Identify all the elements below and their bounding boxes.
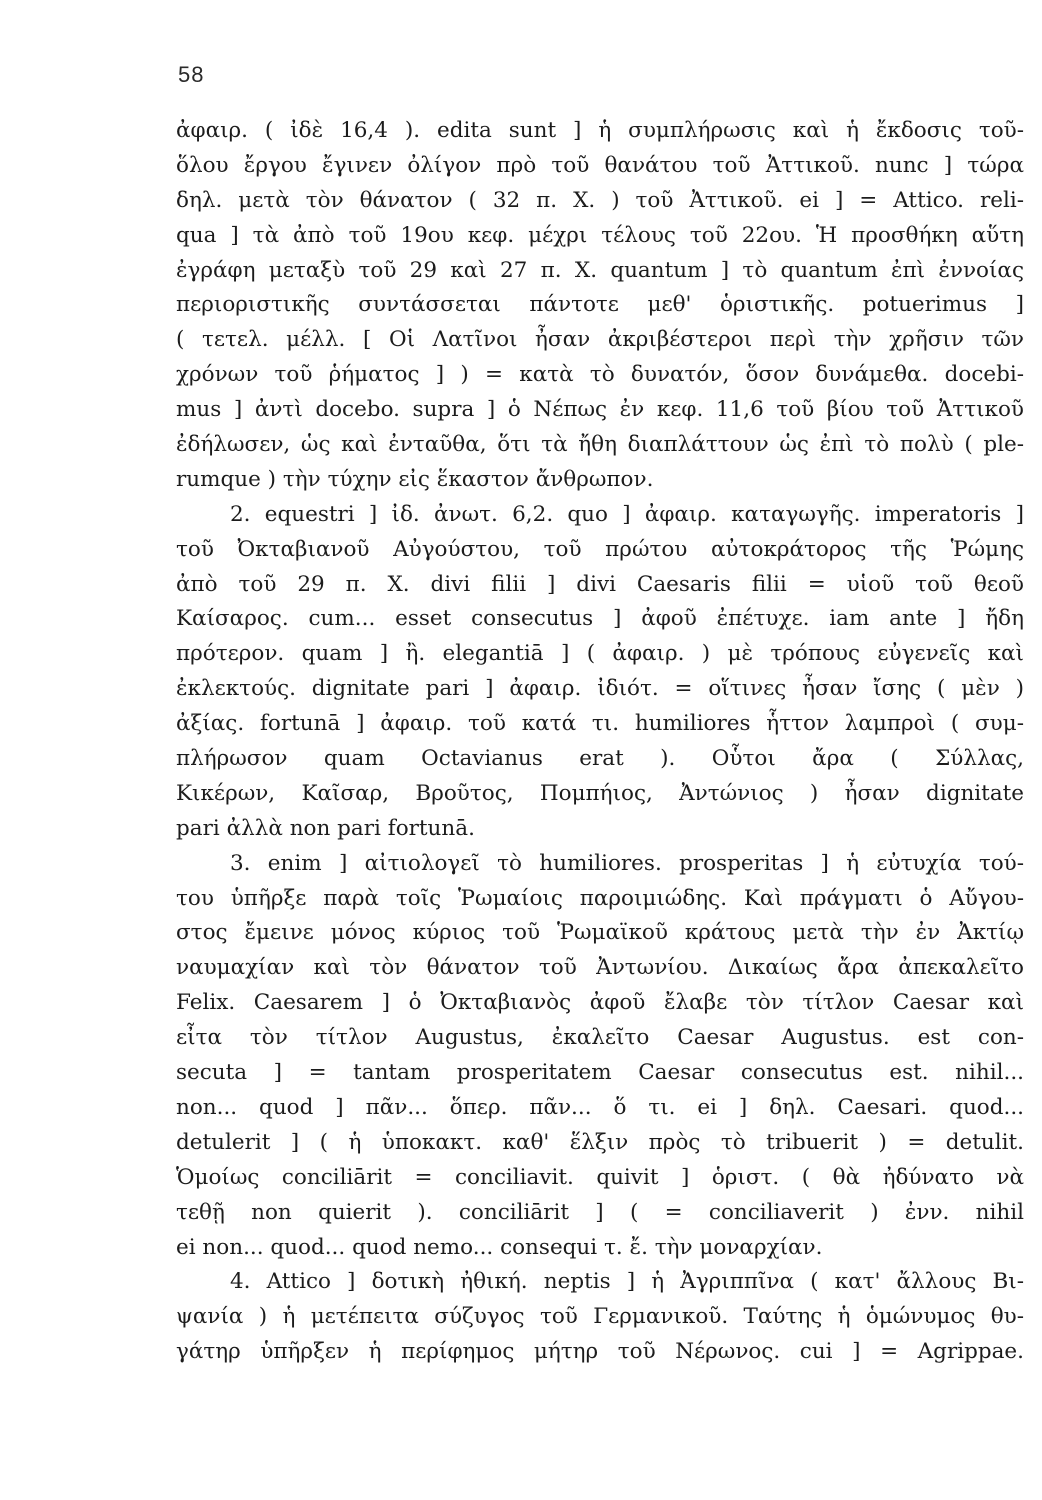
text-line: detulerit ] ( ἡ ὑποκακτ. καθ' ἕλξιν πρὸς τὸ tribuerit ) = detulit. xyxy=(176,1129,1024,1155)
text-line: ἐκλεκτούς. dignitate pari ] ἀφαιρ. ἰδιότ. = οἵτινες ἦσαν ἴσης ( μὲν ) xyxy=(176,676,1024,702)
commentary-text xyxy=(176,114,1024,1370)
text-line: περιοριστικῆς συντάσσεται πάντοτε μεθ' ὁριστικῆς. potuerimus ] xyxy=(176,292,1024,318)
text-line: στος ἔμεινε μόνος κύριος τοῦ Ῥωμαϊκοῦ κράτους μετὰ τὴν ἐν Ἀκτίῳ xyxy=(176,920,1024,946)
text-line: ἀφαιρ. ( ἰδὲ 16,4 ). edita sunt ] ἡ συμπλήρωσις καὶ ἡ ἔκδοσις τοῦ- xyxy=(176,118,1024,143)
text-line: χρόνων τοῦ ῥήματος ] ) = κατὰ τὸ δυνατόν, ὅσον δυνάμεθα. docebi- xyxy=(176,362,1024,388)
paragraph-end-line: ei non... quod... quod nemo... consequi τ. ἔ. τὴν μοναρχίαν. xyxy=(176,1234,823,1260)
text-line: ὅλου ἔργου ἔγινεν ὀλίγον πρὸ τοῦ θανάτου τοῦ Ἀττικοῦ. nunc ] τώρα xyxy=(176,152,1024,178)
text-line: Ὁμοίως conciliārit = conciliavit. quivit ] ὁριστ. ( θὰ ἠδύνατο νὰ xyxy=(176,1164,1024,1190)
text-line: non... quod ] πᾶν... ὅπερ. πᾶν... ὅ τι. ei ] δηλ. Caesari. quod... xyxy=(176,1094,1024,1120)
text-line: ἀπὸ τοῦ 29 π. Χ. divi filii ] divi Caesaris filii = υἱοῦ τοῦ θεοῦ xyxy=(176,571,1024,597)
paragraph-end-line: rumque ) τὴν τύχην εἰς ἕκαστον ἄνθρωπον. xyxy=(176,466,654,492)
text-line: ἐγράφη μεταξὺ τοῦ 29 καὶ 27 π. Χ. quantum ] τὸ quantum ἐπὶ ἐννοίας xyxy=(176,257,1024,283)
text-line: ψανία ) ἡ μετέπειτα σύζυγος τοῦ Γερμανικοῦ. Ταύτης ἡ ὁμώνυμος θυ- xyxy=(176,1304,1024,1330)
text-line: εἶτα τὸν τίτλον Augustus, ἐκαλεῖτο Caesar Augustus. est con- xyxy=(176,1025,1024,1051)
text-line: ἀξίας. fortunā ] ἀφαιρ. τοῦ κατά τι. humiliores ἧττον λαμπροὶ ( συμ- xyxy=(176,711,1024,737)
text-line: secuta ] = tantam prosperitatem Caesar consecutus est. nihil... xyxy=(176,1060,1024,1086)
text-line: ( τετελ. μέλλ. [ Οἱ Λατῖνοι ἦσαν ἀκριβέστεροι περὶ τὴν χρῆσιν τῶν xyxy=(176,327,1024,353)
text-line: γάτηρ ὑπῆρξεν ἡ περίφημος μήτηρ τοῦ Νέρωνος. cui ] = Agrippae. xyxy=(176,1339,1024,1365)
page-number: 58 xyxy=(178,62,205,87)
text-line: πλήρωσον quam Octavianus erat ). Οὗτοι ἄρα ( Σύλλας, xyxy=(176,746,1024,772)
text-line: δηλ. μετὰ τὸν θάνατον ( 32 π. Χ. ) τοῦ Ἀττικοῦ. ei ] = Attico. reli- xyxy=(176,187,1024,213)
text-line: Καίσαρος. cum... esset consecutus ] ἀφοῦ ἐπέτυχε. iam ante ] ἤδη xyxy=(176,606,1024,632)
text-line: Felix. Caesarem ] ὁ Ὀκταβιανὸς ἀφοῦ ἔλαβε τὸν τίτλον Caesar καὶ xyxy=(176,990,1024,1016)
note-2-start-line: 2. equestri ] ἰδ. ἀνωτ. 6,2. quo ] ἀφαιρ. καταγωγῆς. imperatoris ] xyxy=(230,501,1024,527)
text-line: ναυμαχίαν καὶ τὸν θάνατον τοῦ Ἀντωνίου. Δικαίως ἄρα ἀπεκαλεῖτο xyxy=(176,955,1024,981)
text-line: τοῦ Ὀκταβιανοῦ Αὐγούστου, τοῦ πρώτου αὐτοκράτορος τῆς Ῥώμης xyxy=(176,536,1024,562)
text-line: qua ] τὰ ἀπὸ τοῦ 19ου κεφ. μέχρι τέλους τοῦ 22ου. Ἡ προσθήκη αὕτη xyxy=(176,222,1024,248)
text-line: τεθῇ non quierit ). conciliārit ] ( = conciliaverit ) ἐνν. nihil xyxy=(176,1199,1024,1225)
note-3-start-line: 3. enim ] αἰτιολογεῖ τὸ humiliores. prosperitas ] ἡ εὐτυχία τού- xyxy=(230,850,1024,876)
text-line: Κικέρων, Καῖσαρ, Βροῦτος, Πομπήιος, Ἀντώνιος ) ἦσαν dignitate xyxy=(176,780,1024,806)
paragraph-end-line: pari ἀλλὰ non pari fortunā. xyxy=(176,815,475,841)
text-line: mus ] ἀντὶ docebo. supra ] ὁ Νέπως ἐν κεφ. 11,6 τοῦ βίου τοῦ Ἀττικοῦ xyxy=(176,397,1024,423)
note-4-start-line: 4. Attico ] δοτικὴ ἠθική. neptis ] ἡ Ἀγριππῖνα ( κατ' ἄλλους Βι- xyxy=(230,1269,1024,1295)
text-line: πρότερον. quam ] ἢ. elegantiā ] ( ἀφαιρ. ) μὲ τρόπους εὐγενεῖς καὶ xyxy=(176,641,1024,667)
text-line: του ὑπῆρξε παρὰ τοῖς Ῥωμαίοις παροιμιώδης. Καὶ πράγματι ὁ Αὔγου- xyxy=(176,885,1024,911)
text-line: ἐδήλωσεν, ὡς καὶ ἐνταῦθα, ὅτι τὰ ἤθη διαπλάττουν ὡς ἐπὶ τὸ πολὺ ( ple- xyxy=(176,432,1024,458)
